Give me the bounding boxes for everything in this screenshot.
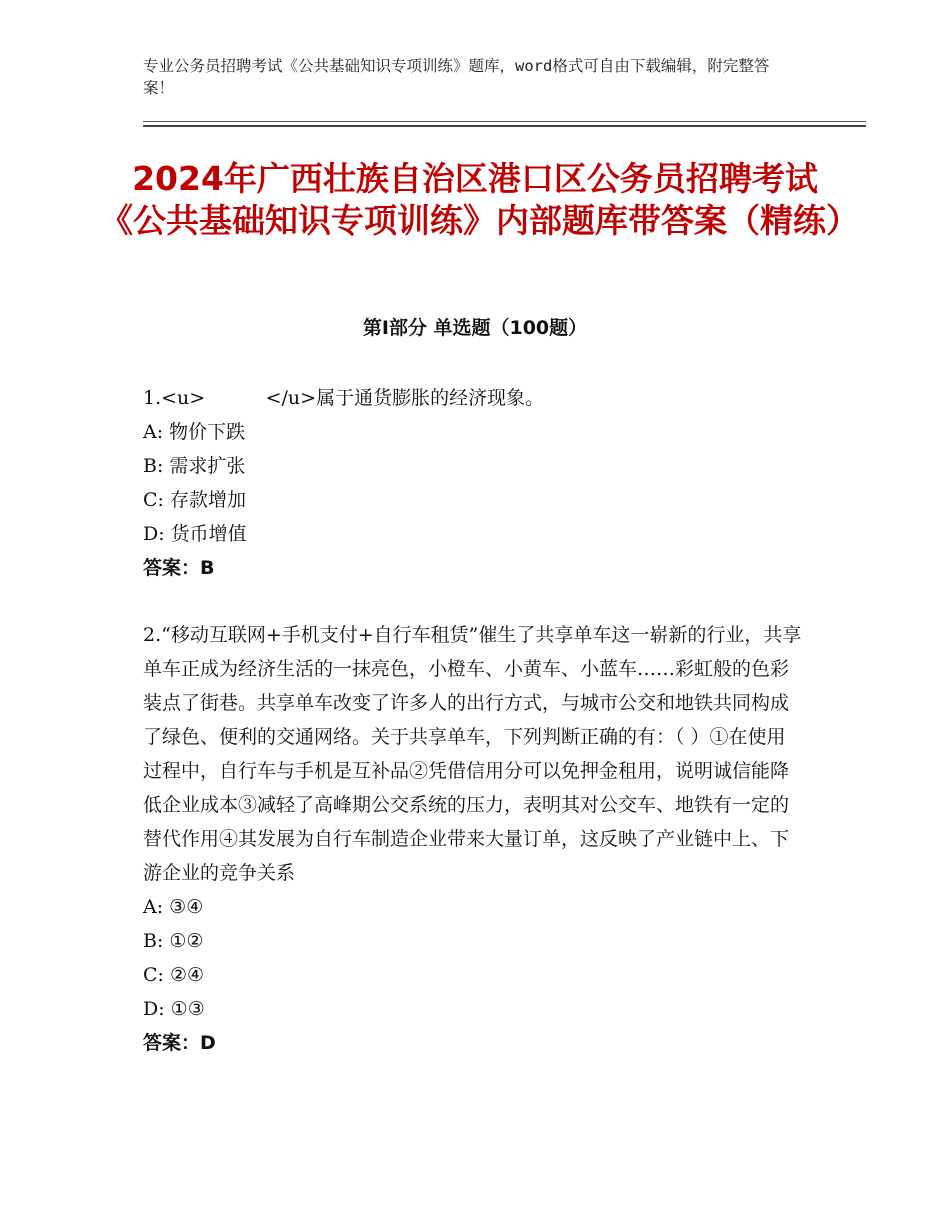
answer: 答案：D	[143, 1032, 216, 1054]
option-b: B: 需求扩张	[143, 455, 246, 477]
question-stem: 1.<u> </u>属于通货膨胀的经济现象。	[143, 387, 545, 409]
option-b: B: ①②	[143, 930, 204, 952]
question-stem: 2.“移动互联网+手机支付+自行车租赁”催生了共享单车这一崭新的行业，共享单车正成为经济生活的一抹亮色，小橙车、小黄车、小蓝车……彩虹般的色彩装点了街巷。共享单车改变了许多人的出行方式，与城市公交和地铁共同构成了绿色、便利的交通网络。关于共享单车，下列判断正确的有：（ ）①在使用过程中，自行车与手机是互补品②凭借信用分可以免押金租用，说明诚信能降低企业成本③减轻了高峰期公交系统的压力，表明其对公交车、地铁有一定的替代作用④其发展为自行车制造企业带来大量订单，这反映了产业链中上、下游企业的竞争关系	[143, 624, 802, 884]
answer: 答案：B	[143, 557, 215, 579]
header-note: 专业公务员招聘考试《公共基础知识专项训练》题库，word格式可自由下载编辑，附完整答案！	[143, 57, 770, 97]
option-c: C: 存款增加	[143, 489, 246, 511]
option-a: A: ③④	[143, 896, 204, 918]
option-d: D: ①③	[143, 998, 205, 1020]
section-heading: 第Ⅰ部分 单选题（100题）	[362, 317, 588, 339]
question-2	[143, 618, 803, 1060]
option-c: C: ②④	[143, 964, 205, 986]
header-divider-thick	[143, 125, 866, 127]
option-a: A: 物价下跌	[143, 421, 246, 443]
document-title: 2024年广西壮族自治区港口区公务员招聘考试《公共基础知识专项训练》内部题库带答案（精练）	[100, 159, 859, 240]
option-d: D: 货币增值	[143, 523, 247, 545]
header-divider	[143, 121, 866, 122]
question-1	[143, 381, 803, 585]
